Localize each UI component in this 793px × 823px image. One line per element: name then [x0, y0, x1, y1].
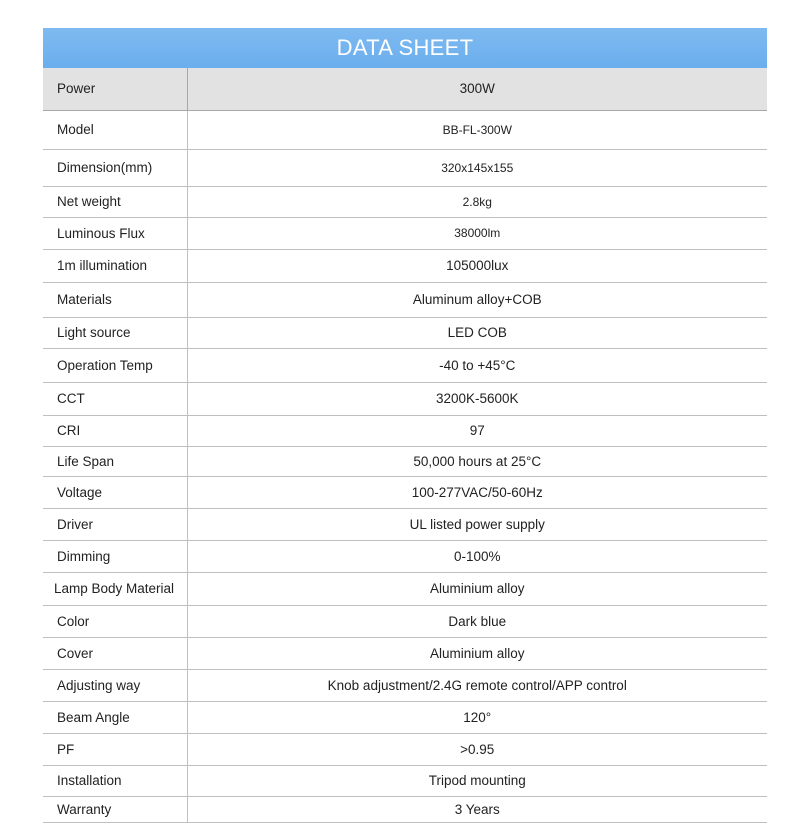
spec-label: Installation: [43, 765, 187, 796]
spec-label: PF: [43, 733, 187, 765]
spec-label: Dimension(mm): [43, 149, 187, 186]
spec-label: CCT: [43, 382, 187, 415]
table-row: [43, 186, 767, 217]
table-row: [43, 669, 767, 701]
spec-value: 38000lm: [187, 217, 767, 249]
spec-value: LED COB: [187, 317, 767, 348]
spec-label: Dimming: [43, 540, 187, 572]
spec-label: Cover: [43, 637, 187, 669]
spec-value: 2.8kg: [187, 186, 767, 217]
spec-value: Dark blue: [187, 605, 767, 637]
spec-label: Lamp Body Material: [43, 572, 187, 605]
spec-value: Tripod mounting: [187, 765, 767, 796]
spec-value: 50,000 hours at 25°C: [187, 446, 767, 476]
spec-label: Driver: [43, 508, 187, 540]
table-row: [43, 446, 767, 476]
spec-label: Operation Temp: [43, 348, 187, 382]
spec-value: 97: [187, 415, 767, 446]
table-row: [43, 765, 767, 796]
spec-label: Color: [43, 605, 187, 637]
spec-label: Life Span: [43, 446, 187, 476]
table-row: [43, 348, 767, 382]
table-row: [43, 540, 767, 572]
table-row: [43, 68, 767, 110]
spec-value: UL listed power supply: [187, 508, 767, 540]
data-sheet: [43, 28, 767, 823]
spec-value: 3 Years: [187, 796, 767, 822]
table-row: [43, 637, 767, 669]
sheet-title: DATA SHEET: [43, 28, 767, 68]
table-row: [43, 701, 767, 733]
spec-value: 0-100%: [187, 540, 767, 572]
spec-label: Net weight: [43, 186, 187, 217]
spec-value: Knob adjustment/2.4G remote control/APP control: [187, 669, 767, 701]
table-row: [43, 282, 767, 317]
spec-table: [43, 68, 767, 823]
spec-value: Aluminium alloy: [187, 572, 767, 605]
spec-label: Power: [43, 68, 187, 110]
spec-label: Luminous Flux: [43, 217, 187, 249]
table-row: [43, 249, 767, 282]
table-row: [43, 110, 767, 149]
table-row: [43, 415, 767, 446]
table-row: [43, 476, 767, 508]
spec-label: Materials: [43, 282, 187, 317]
spec-value: 120°: [187, 701, 767, 733]
spec-label: Warranty: [43, 796, 187, 822]
table-row: [43, 217, 767, 249]
spec-label: 1m illumination: [43, 249, 187, 282]
table-row: [43, 149, 767, 186]
spec-value: 3200K-5600K: [187, 382, 767, 415]
spec-label: Beam Angle: [43, 701, 187, 733]
spec-label: Model: [43, 110, 187, 149]
table-row: [43, 508, 767, 540]
spec-value: BB-FL-300W: [187, 110, 767, 149]
spec-value: 100-277VAC/50-60Hz: [187, 476, 767, 508]
spec-value: 320x145x155: [187, 149, 767, 186]
spec-label: Adjusting way: [43, 669, 187, 701]
spec-value: Aluminium alloy: [187, 637, 767, 669]
table-row: [43, 317, 767, 348]
spec-label: Voltage: [43, 476, 187, 508]
spec-value: 300W: [187, 68, 767, 110]
spec-value: Aluminum alloy+COB: [187, 282, 767, 317]
table-row: [43, 796, 767, 822]
table-row: [43, 733, 767, 765]
table-row: [43, 605, 767, 637]
spec-value: 105000lux: [187, 249, 767, 282]
spec-value: -40 to +45°C: [187, 348, 767, 382]
spec-label: Light source: [43, 317, 187, 348]
table-row: [43, 572, 767, 605]
table-row: [43, 382, 767, 415]
spec-value: >0.95: [187, 733, 767, 765]
spec-label: CRI: [43, 415, 187, 446]
